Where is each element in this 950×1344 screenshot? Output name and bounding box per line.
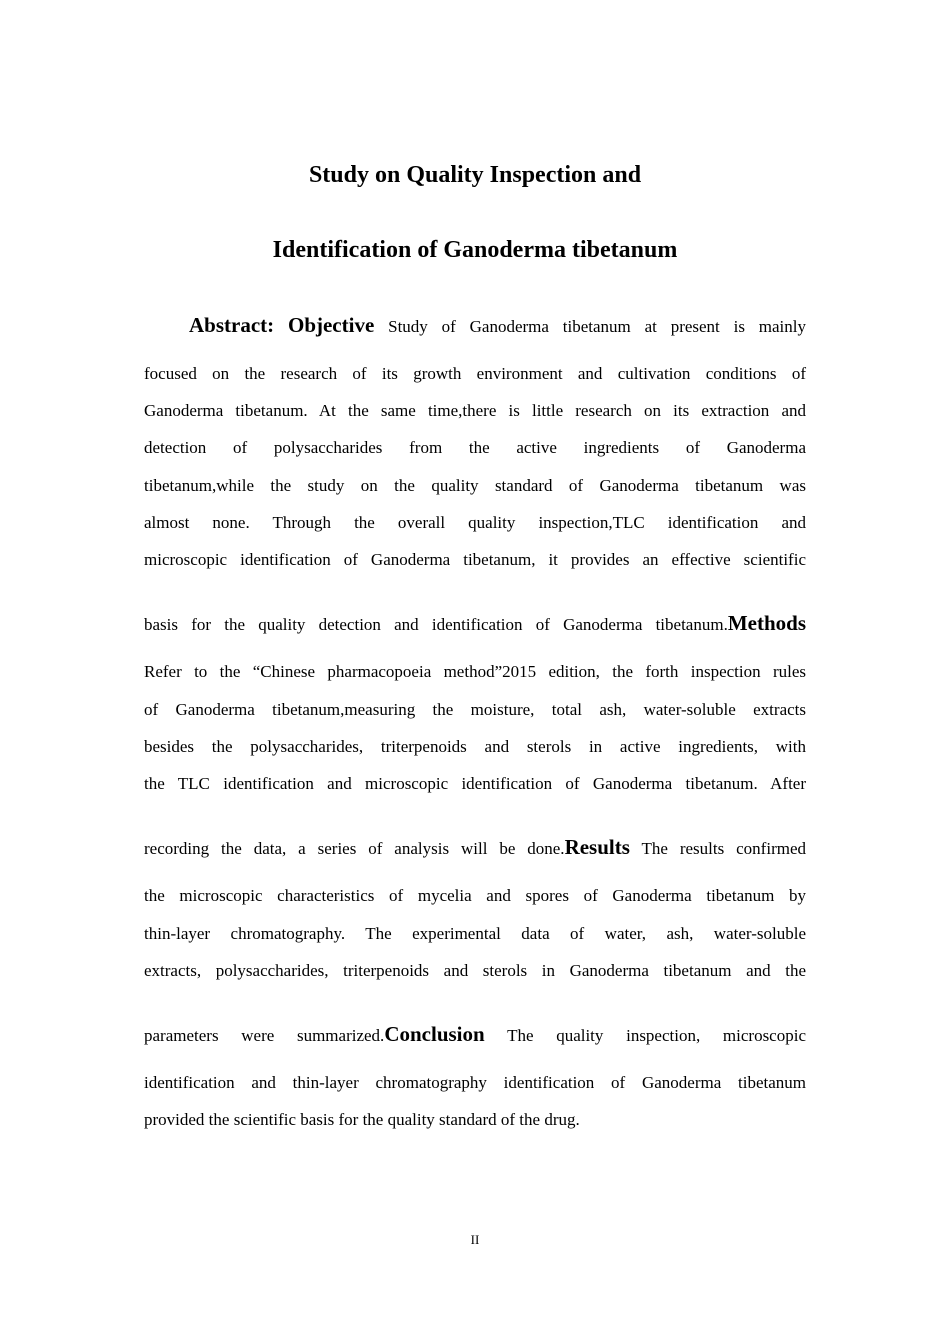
methods-keyword: Methods: [727, 611, 806, 635]
objective-keyword: Objective: [287, 313, 375, 337]
abstract-line: the microscopic characteristics of mycelia and spores of Ganoderma tibetanum by: [144, 886, 806, 905]
paper-title-line-1: Study on Quality Inspection and: [308, 162, 642, 188]
abstract-line: microscopic identification of Ganoderma tibetanum, it provides an effective scientific: [144, 550, 806, 569]
abstract-line: tibetanum,while the study on the quality standard of Ganoderma tibetanum was: [144, 476, 806, 495]
abstract-text: The quality inspection, microscopic: [507, 1026, 806, 1045]
page-number: II: [470, 1232, 480, 1247]
abstract-text: recording the data, a series of analysis will be done.: [144, 839, 565, 858]
paper-title-line-2: Identification of Ganoderma tibetanum: [272, 237, 678, 263]
abstract-line: focused on the research of its growth environment and cultivation conditions of: [144, 364, 806, 383]
abstract-line: detection of polysaccharides from the active ingredients of Ganoderma: [144, 438, 806, 457]
abstract-line: [144, 835, 806, 859]
abstract-line: thin-layer chromatography. The experimental data of water, ash, water-soluble: [144, 924, 806, 943]
abstract-line: identification and thin-layer chromatography identification of Ganoderma tibetanum: [144, 1073, 806, 1092]
abstract-text: parameters were summarized.: [144, 1026, 385, 1045]
results-keyword: Results: [564, 835, 630, 859]
abstract-line: Refer to the “Chinese pharmacopoeia method”2015 edition, the forth inspection rules: [144, 662, 806, 681]
abstract-line: Ganoderma tibetanum. At the same time,there is little research on its extraction and: [144, 401, 806, 420]
abstract-line: extracts, polysaccharides, triterpenoids and sterols in Ganoderma tibetanum and the: [144, 961, 806, 980]
abstract-line: besides the polysaccharides, triterpenoids and sterols in active ingredients, with: [144, 737, 806, 756]
abstract-line: almost none. Through the overall quality inspection,TLC identification and: [144, 513, 806, 532]
conclusion-keyword: Conclusion: [384, 1022, 485, 1046]
abstract-line: [189, 313, 806, 337]
abstract-text: basis for the quality detection and identification of Ganoderma tibetanum.: [144, 615, 728, 634]
abstract-line: [144, 611, 806, 635]
abstract-line: of Ganoderma tibetanum,measuring the moisture, total ash, water-soluble extracts: [144, 700, 806, 719]
abstract-text: Study of Ganoderma tibetanum at present is mainly: [388, 317, 807, 336]
abstract-line: the TLC identification and microscopic identification of Ganoderma tibetanum. After: [144, 774, 806, 793]
abstract-line: [144, 1022, 806, 1046]
abstract-text: The results confirmed: [641, 839, 806, 858]
abstract-label: Abstract:: [189, 313, 275, 337]
abstract-line: provided the scientific basis for the quality standard of the drug.: [144, 1110, 580, 1129]
